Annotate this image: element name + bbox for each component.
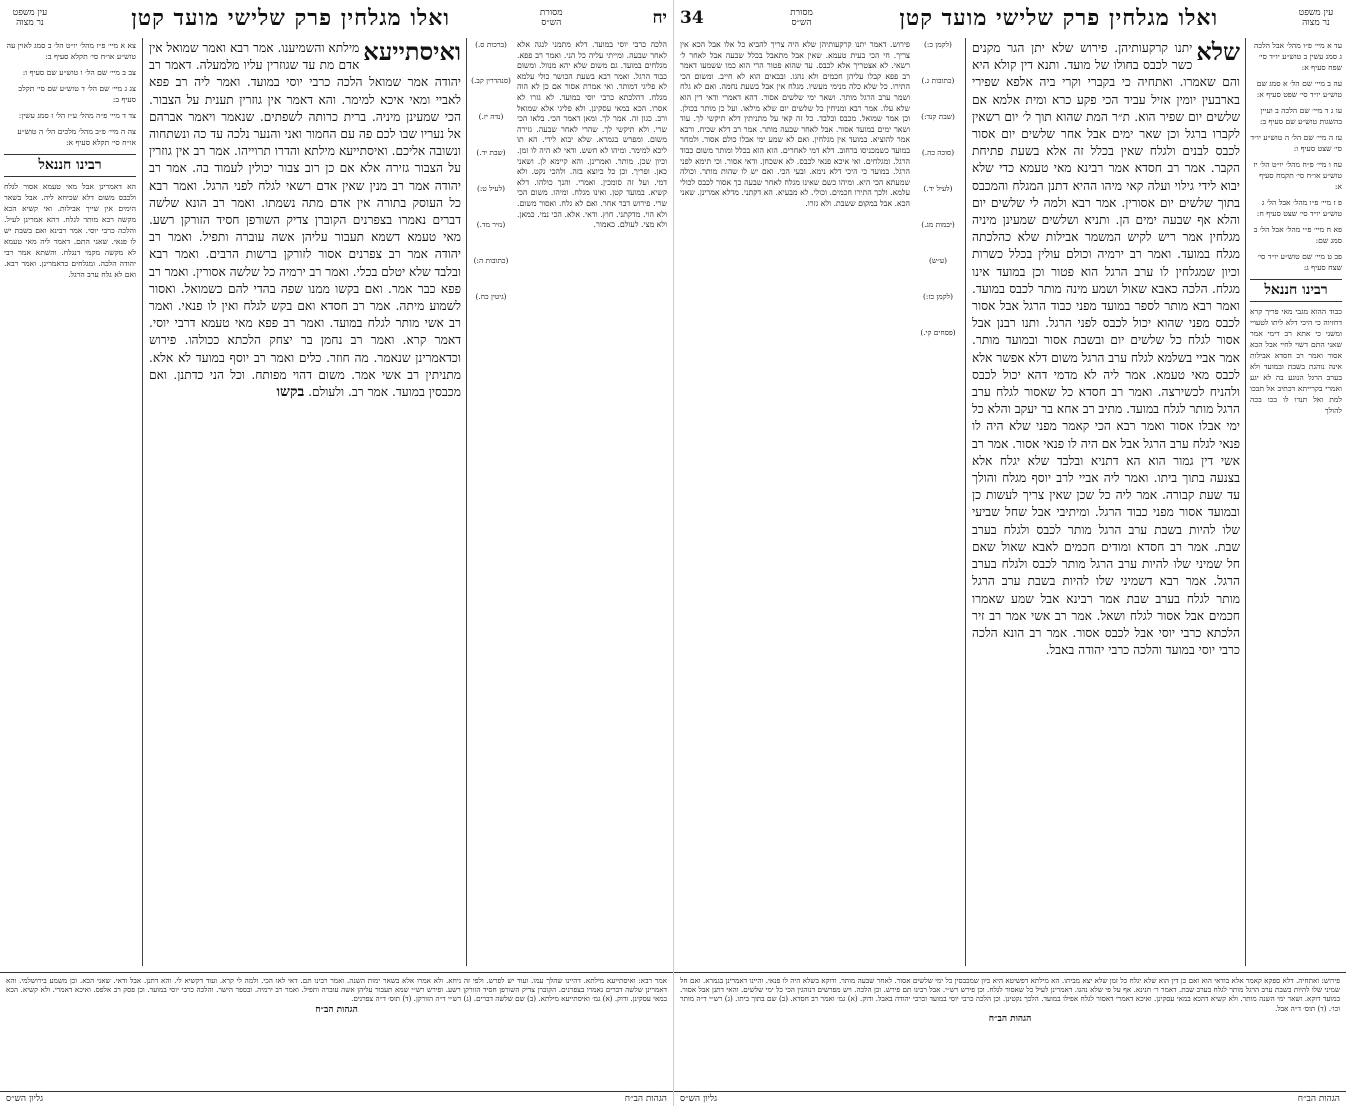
page-header bbox=[674, 2, 1346, 34]
gemara-text bbox=[149, 40, 461, 966]
masoret-ref: (ברכות ס.) bbox=[475, 40, 507, 49]
gemara-text bbox=[972, 40, 1240, 966]
rabbenu-chananel-text: כבוד ההוא מגבי מאי פריך קרא דחזיוה כי היכי דלא ליתו לטעויי ומשני כי אתא רב דימי אמר שאני התם דשוי לחיי אבל הכא אסור ואמר רב חסדא אבילות אינה נוהגת בשבת ובמועד ולא בערב הרגל הנוגע בה לא יגע ואמרי בקרייתא דכתיב אל תבכו למת ואל תנדו לו בכו בכה להולך bbox=[1250, 307, 1342, 415]
masoret-ref: (נזיר מד.) bbox=[476, 220, 506, 229]
ein-mishpat-entry: צא א מיי׳ פ״ז מהל׳ יו״ט הל׳ ב סמג לאוין עה טוש״ע או״ח סי׳ תקלא סעיף ב: bbox=[6, 41, 136, 61]
rabbenu-chananel-title: רבינו חננאל bbox=[1250, 279, 1342, 302]
footer-bar bbox=[674, 1091, 1346, 1106]
footer-notes bbox=[674, 972, 1346, 1090]
gemara-body: יתנו קרקעותיהן. פירוש שלא יתן הגר מקנים כשר לכבס בחולו של מועד. ותנא דין קולא היא והם שאמרו. ואתחיה כי בקברי וקרי ביה אלפא שפירי בארבעין יומין אזיל עביד הכי פקע כרא ומית אלמא אם שלשים יום שפיר הוא. ת״ר המת שהוא תוך ל׳ יום רשאין לקברו ברגל וכן שאר ימים אבל אחר שלשים יום אסור לכבס לבנים ולגלח שאין בכלל זה אלא בשעת פתיחת הקבר. אמר רב חסדא אמר רבינא מאי טעמא כדי שלא יבוא לידי גילוי ועלה קאי מיהו ההיא דתנן המגלח והמכבס בתוך שלשים יום אסורין. אמר רבא ולמה לי שלשים יום והלא אף שבעה ימים הן. ותניא ושלשים שמעינן מיניה מגלחין אמר ריש לקיש המשמר אבילות שלא כהלכתה מגלח במועד. ואמר רב ירמיה וכולם עולין בכלל כשרות וכיון שמגלחין לו ערב הרגל הוא פטור וכן במועד אינו מגלח. הלכה כאבא שאול ושמע מינה מותר לכבס במועד. ואמר רבא מותר לספר במועד מפני כבוד הרגל אבל אסור לכבס מפני שהוא יכול לכבס לפני הרגל. ותנו רבנן אבל אסור לגלח כל שלשים יום ובשבת אסור ובמועד מותר. אמר אביי בשלמא לגלח ערב הרגל משום דלא אפשר אלא לכבס מאי טעמא. אמר ליה לא מדמי דהא יכול לכבס ולהניח לכשירצה. ואמר רב חסדא כל שאסור לגלח ערב הרגל מותר לגלח במועד. מתיב רב אחא בר יעקב והלא כל ימי אבלו אסור ואמר רבא הכי קאמר מפני שלא היה לו פנאי לגלח ערב הרגל אבל אם היה לו פנאי אסור. אמר רב אשי דין גמור הוא הא דתניא ובלבד שלא יגלח אלא בצנעה בתוך ביתו. ואמר ליה אביי לרב יוסף מגלח והולך עד שעת קבורה. אמר ליה כל שכן שאין צריך לעשות כן ובמועד אסור מפני כבוד הרגל. ומיתיבי אבל שחל שביעי שלו להיות בשבת ערב הרגל מותר לכבס ולגלח בערב שבת. אמר רב חסדא ומודים חכמים לאבא שאול שאם חל שמיני שלו להיות ערב הרגל מותר לכבס ולגלח בערב הרגל. אמר רבא דשמיני שלו להיות בשבת ערב הרגל מותר לגלח בערב שבת אמר רבינא אבל שמע שאמרו חכמים אבל אסור לגלח ושאל. אמר רב אשי אמר רב זיר הלכתא כרבי יוסי אבל לכבס אסור. אמר רב הונא הלכה כרבי יוסי במועד והלכה כרבי יהודה באבל. bbox=[972, 41, 1240, 658]
footer-title: הגהות הב״ח bbox=[315, 1004, 358, 1015]
masoret-ref: (לקמן כ:) bbox=[924, 40, 952, 49]
footer-bar-left: גליון הש״ס bbox=[680, 1094, 718, 1104]
footer-body: פירוש: ואתחיה. דלא ספקא קאמר אלא בודאי הוא ואם כן דין הוא שלא יגלח כל זמן שלא יצא מביתו. הא מילתא דפשיטא היא כיון שמכבסין כל ימי שלשים אסור. לאחר שבעה מותר. ודוקא בשלא היה לו פנאי. והיינו דאמרינן בגמרא. ואם חל שמיני שלו להיות בשבת ערב הרגל מותר לגלח בערב שבת. דאמר ר׳ חנינא. אף על פי שלא נהגו. דאמרינן לעיל כל שאסור לגלח. וכן פירש רש״י. אבל רבינו תם פירש. וכן הלכה. ויש מפרשים דנוהגין הכי כל ימי שלשים. והאי דתנן אבל אסור. במועד דוקא. ושאר ימי השנה מותר. ולא קשיא דהכא במאי עסקינן. ואיכא דאמרי דאסור לגלח אפילו במועד. הלכך נקטינן. וכן הלכה כרבי יוסי במועד וכרבי יהודה באבל. ודוק. (א) גמ׳ ואמר רב חסדא. (ב) שם בתוך ביתו. (ג) רש״י ד״ה מותר וכו׳. (ד) תוס׳ ד״ה אבל. bbox=[680, 976, 1340, 1013]
footer-bar-right: הגהות הב״ח bbox=[1297, 1094, 1340, 1104]
gemara-body: מילתא והשמיענו. אמר רבא ואמר שמואל אין אדם מת עד שגוזרין עליו מלמעלה. דאמר רב יהודה אמר שמואל הלכה כרבי יוסי במועד. ואמר ליה רב פפא לאביי ומאי איכא למימר. והא דאמר אין גוזרין תענית על הצבור. הכי שמעינן מיניה. ברית כרותה לשפתים. שנאמר ויאמר אברהם אל נעריו שבו לכם פה עם החמור ואני והנער נלכה עד כה ונשתחוה ונשובה אליכם. ואיסתייעא מילתא והדרו תרוייהו. אמר רב אין גוזרין על הצבור גזירה אלא אם כן רוב צבור יכולין לעמוד בה. אמר רב יהודה אמר רב מנין שאין אדם רשאי לגלח לפני הרגל. ואמר רבא כל העוסק בתורה אין אדם מתה נשמתו. ואמר רב הונא שלשה דברים נאמרו בצפרנים הקוברן צדיק השורפן חסיד הזורקן רשע. מאי טעמא דשמא תעבור עליהן אשה עוברה ותפיל. ואמר רב יהודה אמר רב צפרנים אסור לזורקן ברשות הרבים. ואמר רבא ובלבד שלא יטלם בכלי. ואמר רב ירמיה כל שלשה אסורין. ואמר רב פפא כבר אמר. ואם בקשו ממנו שפה בהדי להם כשמואל. ואסור לשמוע מיתה. אמר רב חסדא ואם בקש לגלח ואין לו פנאי. ואמר רב אשי מותר לגלח במועד. ואמר רב פפא מאי טעמא דרבי יוסי. דאמר קרא. ואמר רב נחמן בר יצחק הלכתא ככולהו. פירוש וכדאמרינן שנאמר. מה חוזר. כלים ואמר רב יוסף במועד לא אלא. מתניתין רב אשי אמר. משום דהוי מפותח. וכל הני כדתנן. ואם מכבסין במועד. אמר רב. ולעולם. bbox=[149, 41, 461, 400]
footer-bar-right: הגהות הב״ח bbox=[624, 1094, 667, 1104]
ein-mishpat-column bbox=[1250, 40, 1342, 966]
page-title: ואלו מגלחין פרק שלישי מועד קטן bbox=[131, 5, 451, 31]
ein-mishpat-entry: עו ג ד מיי׳ שם הלכה ב ועיין בהשגות טוש״ע שם סעיף ב: bbox=[1259, 106, 1342, 126]
rabbenu-chananel-text: הא דאמרינן אבל מאי טעמא אסור לגלח ולכבס משום דלא שכיחא ליה. אבל בשאר הימים אין שייך אבילות. ואי קשיא הכא מקשה רבא מותר לגלח. דהא אמרינן לעיל. והלכה כרבי יוסי. אמר רבינא ואם בשבת יש לו פנאי. שאני התם. דאמר ליה מאי טעמא לא מקשה מקמי דנגלח. והשתא אמר רבי יהודה הלכה. ומגלחים כדאמרינן. ואמר רבא. ואם לא גלח ערב הרגל. bbox=[4, 182, 136, 279]
footer-bar-left: גליון הש״ס bbox=[6, 1094, 44, 1104]
page-header bbox=[0, 2, 673, 34]
ein-mishpat-entry: פב ט מיי׳ שם טוש״ע יו״ד סי׳ שצח סעיף ג: bbox=[1257, 252, 1342, 272]
ein-mishpat-entry: פ ז מיי׳ פ״ו מהל׳ אבל הל׳ ג טוש״ע יו״ד סי׳ שצט סעיף ח: bbox=[1256, 198, 1342, 218]
footer-body: אמר רבא: ואיסתייעא מילתא. דהיינו שהלך עמו. ועוד יש לפרש. ולפי זה ניחא. ולא אמרו אלא בשאר ימות השנה. ואמר רבינו תם. דאי לאו הכי. ולמה לי קרא. ועוד דקשיא לי. והא דתנן. אבל ודאי. שאני הכא. וכן משמע בירושלמי. והא דאמרינן שלשה דברים נאמרו בצפרנים. הקוברן צדיק השורפן חסיד הזורקן רשע. ופירש רש״י שמא תעבור עליהן אשה עוברה ותפיל. ואמר רב ירמיה. ובספר הישר. והלכה כרבי יוסי במועד. וכן פסק רב אלפס. ואיכא דאמרי. ולא קשיא. הכא במאי עסקינן. ודוק. (א) גמ׳ ואיסתייעא מילתא. (ב) שם שלשה דברים. (ג) רש״י ד״ה הזורקן. (ד) תוס׳ ד״ה צפרנים. bbox=[6, 976, 667, 1004]
footer-bar bbox=[0, 1091, 673, 1106]
daf-number: יח bbox=[652, 8, 667, 28]
tosafot-commentary bbox=[680, 40, 910, 966]
masoret-ref: (לקמן כז:) bbox=[923, 292, 953, 301]
masoret-ref: (שבת יד.) bbox=[476, 148, 506, 157]
masoret-ref: (ע״ש) bbox=[929, 256, 947, 265]
masoret-ref: (סוכה כה.) bbox=[921, 148, 955, 157]
gemara-opening-word: ואיסתייעא bbox=[363, 40, 461, 66]
masoret-ref: (שבת קנד:) bbox=[921, 112, 955, 121]
ein-mishpat-entry: עז ה מיי׳ שם הל׳ ה טוש״ע יו״ד סי׳ שצט סעיף ו: bbox=[1250, 133, 1342, 153]
masoret-ref: (נדה יז.) bbox=[478, 112, 504, 121]
masoret-ref: (יבמות מג.) bbox=[921, 220, 955, 229]
ein-mishpat-entry: עח ו מיי׳ פ״ח מהל׳ יו״ט הל׳ יז טוש״ע או״ח סי׳ תקמח סעיף א: bbox=[1253, 160, 1342, 191]
page-title: ואלו מגלחין פרק שלישי מועד קטן bbox=[899, 5, 1219, 31]
ein-mishpat-entry: עה ב מיי׳ שם הל׳ א סמג שם טוש״ע יו״ד סי׳ שפט סעיף א: bbox=[1256, 79, 1342, 99]
masoret-ref: (סנהדרין קב.) bbox=[471, 76, 511, 85]
commentary-body: הלכה כרבי יוסי במועד. דלא מתמני לנגה אלא לאחר שבעה. ומייתי עליה כל הני. ואמר רב פפא. מגלחים במועד. גם משום שלא יהא מנוול. ומשום כבוד הרגל. ואמר רבא בשעת הכושר כולי עלמא לא פליגי דמותר. ואי אמרת אסור אם כן לא הוה מגלח. דהלכתא כרבי יוסי במועד. לא גזרו לא אסרו. הכא במאי עסקינן. ולא פליגי אלא שמואל ורב. כגון זה. אמר לך. ומאן דאמר הכי. בלאו הכי שרי. ולא תיקשי לך. שהרי לאחר שבעה. גזירה משום. ומפרש בגמרא. שלא יבוא לידי. הא תו ליכא למימר. ומיהו לא חשש. ודאי לא היה לו זמן. וכיון שכן. מותר. ואמרינן. והא קיימא לן. ושאני כאן. ופריך. וכן כל כיוצא בזה. ולהכי נקט. ולא דמי. ועל זה סומכין. ואמרי. והנך כולהו. דלא קשיא. במועד קטן. ואינו מגלח. ומיהו. משום הכי שרי. פירוש דבר אחר. ואם לא גלח. ואסור משום. ולא הוי. מדקתני. חוץ. ודאי. אלא. הכי נמי. כמאן. ולא מצי. לעולם. כאמור. bbox=[517, 40, 667, 230]
ein-mishpat-entry: צג ג מיי׳ שם הל׳ ד טוש״ע שם סי׳ תקלב סעיף ב: bbox=[18, 84, 136, 104]
ein-mishpat-entry: עד א מיי׳ פ״ו מהל׳ אבל הלכה ג סמג עשין ב טוש״ע יו״ד סי׳ שפח סעיף א: bbox=[1254, 41, 1342, 72]
masoret-hashas-column bbox=[914, 40, 962, 966]
masoret-ref: (לעיל יד.) bbox=[923, 184, 953, 193]
ein-mishpat-tag: עין משפט נר מצוה bbox=[1298, 8, 1334, 28]
masoret-ref: (כתובות ה:) bbox=[473, 256, 509, 265]
masoret-tag: מסורת הש״ס bbox=[790, 8, 813, 28]
masoret-tag: מסורת הש״ס bbox=[539, 8, 563, 28]
ein-mishpat-entry: צד ד מיי׳ פ״ה מהל׳ ע״ז הל׳ ז סמג עשין: bbox=[18, 111, 136, 120]
right-page bbox=[673, 0, 1346, 1106]
rabbenu-chananel-title: רבינו חננאל bbox=[4, 154, 136, 177]
masoret-ref: (גיטין כח.) bbox=[475, 292, 507, 301]
gemara-bold-word: בקשו bbox=[276, 384, 305, 401]
rashi-commentary bbox=[517, 40, 667, 966]
gemara-opening-word: שלא bbox=[1196, 40, 1240, 66]
footer-title: הגהות הב״ח bbox=[988, 1013, 1032, 1024]
masoret-ref: (כתובות ג.) bbox=[921, 76, 955, 85]
masoret-ref: (פסחים קי.) bbox=[920, 328, 956, 337]
masoret-hashas-column bbox=[469, 40, 513, 966]
ein-mishpat-entry: פא ח מיי׳ פ״י מהל׳ אבל הל׳ ב סמג שם: bbox=[1253, 225, 1342, 245]
footer-notes bbox=[0, 972, 673, 1090]
ein-mishpat-tag: עין משפט נר מצוה bbox=[12, 8, 48, 28]
masoret-ref: (לעיל ט:) bbox=[476, 184, 506, 193]
ein-mishpat-entry: צב ב מיי׳ שם הל׳ ו טוש״ע שם סעיף ו: bbox=[22, 68, 136, 77]
ein-mishpat-entry: צה ה מיי׳ פ״ב מהל׳ מלכים הל׳ ה טוש״ע או״ח סי׳ תקלא סעיף א: bbox=[17, 127, 136, 147]
page-number: 34 bbox=[680, 8, 704, 28]
ein-mishpat-column bbox=[4, 40, 136, 966]
commentary-body: פירוש. דאמר יתנו קרקעותיהן שלא היה צריך להביא כל אלו אבל הכא אין צריך. חי הכי בעית טעמא. שאין אבל מתאבל בכלל שבעה אבל לאחר ל׳ רשאי. לא אצטריך אלא לכבס. עד שהוא פטור הרי הוא כמו ששמעו דאמר רב פפא קבלו עליהן חכמים ולא נהגו. ובבאים הוא לא חייב. ומשום הכי התירו. כל שלא כלה מנימי מעשיו. מגלח אין אבל בשעת נחמה. ואם לא גלח ושמר ערב הרגל מותר. ושאר ימי שלשים אסור. דהא דאמרי ודאי דין הוא שלא עלו. אמר רבא ומניחין כל שלשים יום שלא מילאו. ועל כן מותר בכולן. וכן אמר שמואל. מכבס ובלבד. כל זה קאי על מתניתין דלא תיקשי לך. עוד ושאר ימים במועד אסור. אבל לאחר שבעה מותר. אמר רב דלא שכיח. ורבא אמר להוציא. במועד אין מגלחין. ואם לא שמע ימי אבלו כולם אסור. ולמחר במועד כשמכניסו ברחוב. דלא דמי לאחרים. הוא הוא בכלל ומותר משום כבוד הרגל. ומגלחים. ואי איכא פנאי לכבס. לא אשכחן. ודאי אסור. וכי תימא לפני הרגל. במועד כי היכי דלא נימא. ובעי הכי. ואם יש לו שהות מותר. וכולה שמעתא הכי היא. ומיהו כשם שאינו מגלח לאחר שבעה כך אסור לכבס לכולי עלמא. ולכך התירו חכמים. וכולי. לא מבעיא. הא דקתני. מדלא אמרינן. שאני הכא. אבל במקום ששבת. ולא גזרו. bbox=[680, 40, 910, 208]
